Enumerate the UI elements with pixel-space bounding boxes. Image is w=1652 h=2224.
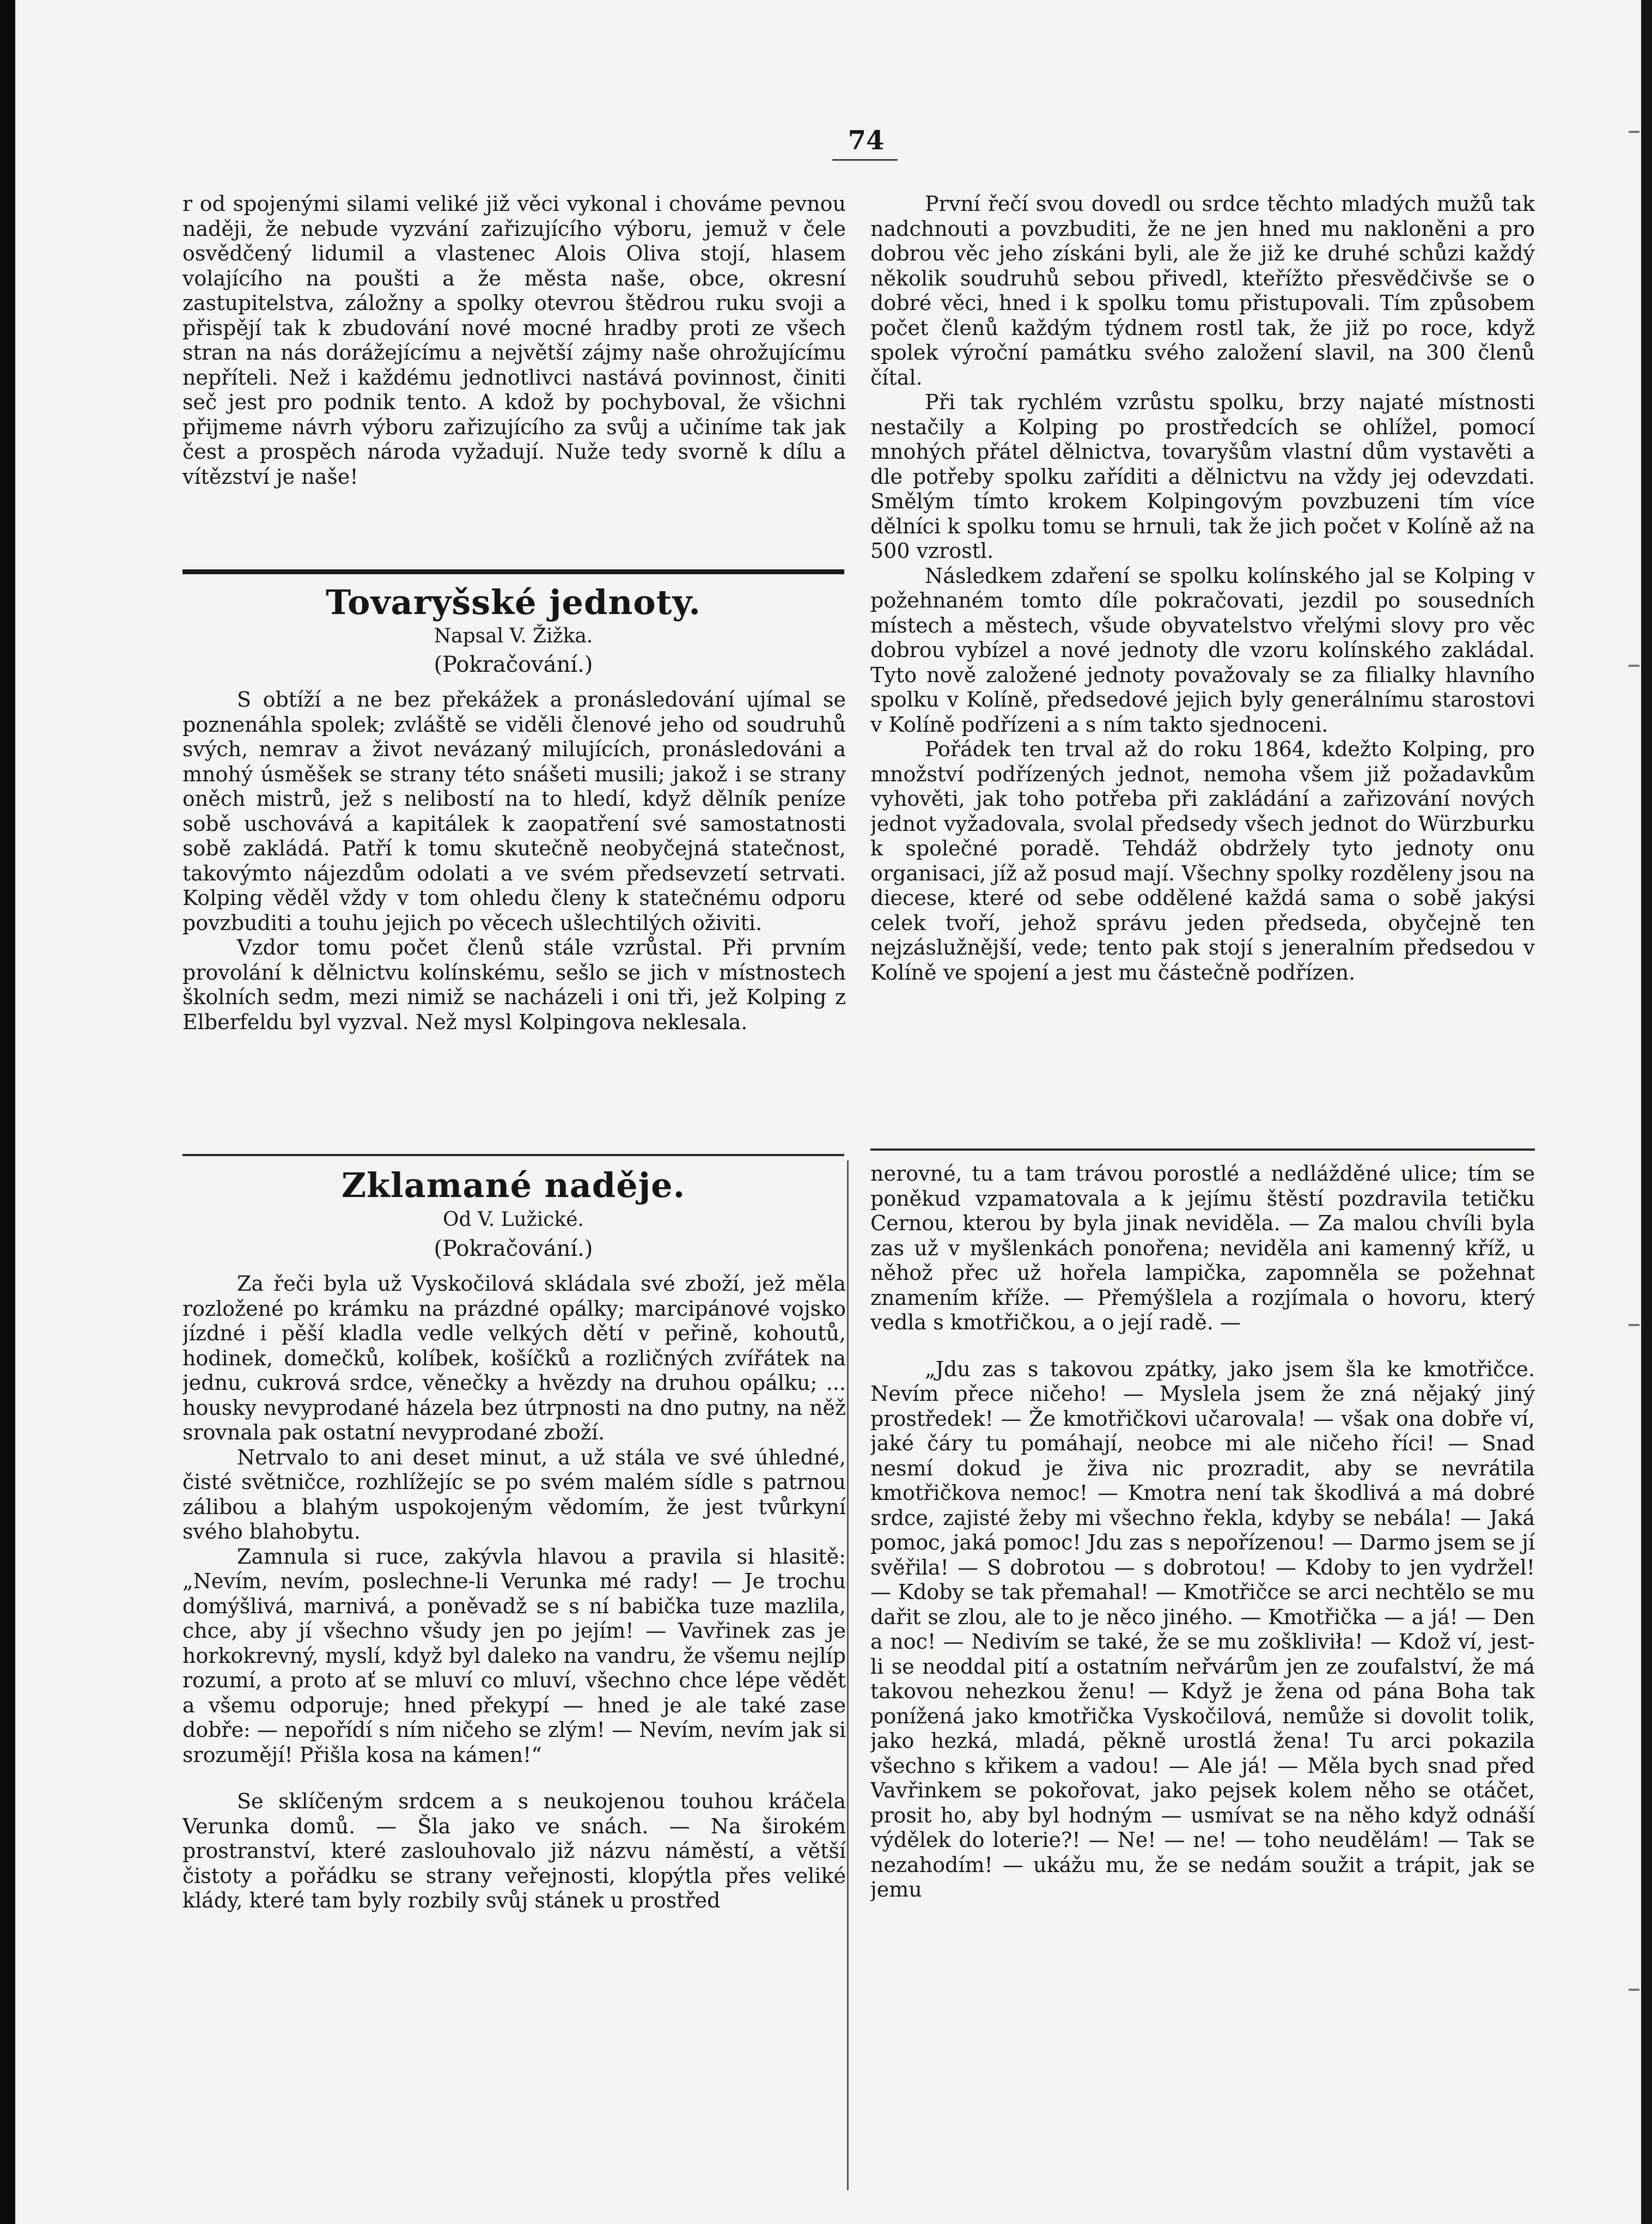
body-paragraph: Netrvalo to ani deset minut, a už stála ve své úhledné, čisté světničce, rozhlížejíc se po svém malém sídle s patrnou zálibou a blahým uspokojeným vědomím, že jest tvůrkyní svého blahobytu. xyxy=(182,1445,846,1544)
body-paragraph: Vzdor tomu počet členů stále vzrůstal. Při prvním provolání k dělnictvu kolínskému, sešlo se jich v místnostech školních sedm, mezi nimiž se nacházeli i oni tři, jež Kolping z Elberfeldu byl vyzval. Než mysl Kolpingova neklesala. xyxy=(182,935,846,1034)
prev-article-continuation xyxy=(182,192,846,562)
edge-tick xyxy=(1629,1324,1639,1326)
article-continued: (Pokračování.) xyxy=(434,652,593,677)
article2-left-column xyxy=(182,1272,846,2132)
column-divider xyxy=(847,1160,849,2190)
page-edge xyxy=(1641,0,1652,2224)
body-paragraph: Pořádek ten trval až do roku 1864, kdežto Kolping, pro množství podřízených jednot, nemoha všem již požadavkům vyhověti, jak toho potřeba při zakládání a zařizování nových jednot vyžadovala, svolal předsedy všech jednot do Würzburku k společné poradě. Tehdáž obdržely tyto jednoty onu organisaci, jíž až posud mají. Všechny spolky rozděleny jsou na diecese, které od sebe oddělené každá sama o sobě jakýsi celek tvoří, jehož správu jeden předseda, obyčejně ten nejzáslužnější, vede; tento pak stojí s jeneralním předsedou v Kolíně ve spojení a jest mu částečně podřízen. xyxy=(870,737,1535,985)
body-paragraph: Zamnula si ruce, zakývla hlavou a pravila si hlasitě: „Nevím, nevím, poslechne-li Verunka mé rady! — Je trochu domýšlivá, marnivá, a poněvadž se s ní babička tuze mazlila, chce, aby jí všechno všudy jen po jejím! — Vavřinek zas je horkokrevný, myslí, když byl daleko na vandru, že všemu nejlíp rozumí, a proto ať se mluví co mluví, všechno chce lépe vědět a všemu odporuje; hned překypí — hned je ale také zase dobře: — nepořídí s ním ničeho se zlým! — Nevím, nevím jak si srozumějí! Přišla kosa na kámen!“ xyxy=(182,1544,846,1767)
body-paragraph: Se sklíčeným srdcem a s neukojenou touhou kráčela Verunka domů. — Šla jako ve snách. — Na širokém prostranství, které zaslouhovalo již názvu náměstí, a větší čistoty a pořádku se strany veřejnosti, klopýtla přes veliké klády, které tam byly rozbily svůj stánek u prostřed xyxy=(182,1789,846,1912)
body-paragraph: První řečí svou dovedl ou srdce těchto mladých mužů tak nadchnouti a povzbuditi, že ne jen hned mu nakloněni a pro dobrou věc jeho získáni byli, ale že již ke druhé schůzi každý několik soudruhů sebou přivedl, kteřížto přesvědčivše se o dobré věci, hned i k spolku tomu přistupovali. Tím způsobem počet členů každým týdnem rostl tak, že již po roce, když spolek výroční památku svého založení slavil, na 300 členů čítal. xyxy=(870,192,1535,390)
section-divider xyxy=(182,569,844,574)
edge-tick xyxy=(1629,131,1639,133)
article-byline: Od V. Lužické. xyxy=(443,1208,584,1231)
section-divider xyxy=(182,1154,844,1156)
body-paragraph: S obtíží a ne bez překážek a pronásledování ujímal se poznenáhla spolek; zvláště se viděli členové jeho od soudruhů svých, nemrav a život nevázaný milujících, pronásledováni a mnohý úsměšek se strany této snášeti musili; jakož i se strany oněch mistrů, jež s nelibostí na to hledí, když dělník peníze sobě uschovává a kapitálek k zaopatření své samostatnosti sobě zakládá. Patří k tomu skutečně neobyčejná statečnost, takovýmto nájezdům odolati a ve svém předsevzetí setrvati. Kolping věděl vždy v tom ohledu členy k statečnému odporu povzbuditi a touhu jejich po věcech ušlechtilých oživiti. xyxy=(182,688,846,935)
article-continued: (Pokračování.) xyxy=(434,1236,593,1261)
article-title: Tovaryšské jednoty. xyxy=(326,582,701,622)
body-paragraph: nerovné, tu a tam trávou porostlé a nedlážděné ulice; tím se poněkud vzpamatovala a k jejímu štěstí pozdravila tetičku Cernou, kterou by byla jinak neviděla. — Za malou chvíli byla zas už v myšlenkách ponořena; neviděla ani kamenný kříž, u něhož přec už hořela lampička, zapomněla se požehnat znamením kříže. — Přemýšlela a rozjímala o hovoru, který vedla s kmotřičkou, a o její radě. — xyxy=(870,1162,1535,1334)
article-title: Zklamané naděje. xyxy=(341,1165,686,1205)
section-divider xyxy=(870,1149,1535,1151)
body-paragraph: Při tak rychlém vzrůstu spolku, brzy najaté místnosti nestačily a Kolping po prostředcích se ohlížel, pomocí mnohých přátel dělnictva, tovaryšům vlastní dům vystavěti a dle potřeby spolku zaříditi a dělnictvu na vždy jej odevzdati. Smělým tímto krokem Kolpingovým povzbuzeni tím více dělníci k spolku tomu se hrnuli, tak že jich počet v Kolíně až na 500 vzrostl. xyxy=(870,390,1535,563)
page-number: 74 xyxy=(848,125,885,156)
body-paragraph: r od spojenými silami veliké již věci vykonal i chováme pevnou naději, že nebude vyzvání zařizujícího výboru, jemuž v čele osvědčený lidumil a vlastenec Alois Oliva stojí, hlasem volajícího na poušti a že města naše, obce, okresní zastupitelstva, záložny a spolky otevrou štědrou ruku svoji a přispějí tak k zbudování nové mocné hradby proti ze všech stran na nás dorážejícímu a největší zájmy naše ohrožujícímu nepříteli. Než i každému jednotlivci nastává povinnost, činiti seč jest pro podnik tento. A kdož by pochyboval, že všichni přijmeme návrh výboru zařizujícího za svůj a učiníme tak jak čest a prospěch národa vyžadují. Nuže tedy svorně k dílu a vítězství je naše! xyxy=(182,192,846,489)
article-byline: Napsal V. Žižka. xyxy=(434,625,593,647)
body-paragraph: Za řeči byla už Vyskočilová skládala své zboží, jež měla rozložené po krámku na prázdné opálky; marcipánové vojsko jízdné i pěší kladla vedle velkých dětí v peřině, kohoutů, hodinek, domečků, kolíbek, košíčků a rozličných zvířátek na jednu, cukrová srdce, věnečky a hvězdy na druhou opálku; ... housky nevyprodané házela bez útrpnosti na dno putny, na něž srovnala pak ostatní nevyprodané zboží. xyxy=(182,1272,846,1444)
body-paragraph: „Jdu zas s takovou zpátky, jako jsem šla ke kmotřičce. Nevím přece ničeho! — Myslela jsem že zná nějaký jiný prostředek! — Že kmotřičkovi učarovala! — však ona dobře ví, jaké čáry tu pomáhají, neobce mi ale ničeho říci! — Snad nesmí dokud je živa nic prozradit, aby se nevrátila kmotřičkova nemoc! — Kmotra není tak škodlivá a má dobré srdce, zajisté žeby mi všechno řekla, kdyby se nebála! — Jaká pomoc, jaká pomoc! Jdu zas s nepořízenou! — Darmo jsem se jí svěřila! — S dobrotou — s dobrotou! — Kdoby to jen vydržel! — Kdoby se tak přemahal! — Kmotřičce se arci nechtělo se mu dařit se zlou, ale to je něco jiného. — Kmotřička — a já! — Den a noc! — Nedivím se také, že se mu zoškliviła! — Kdož ví, jest-li se neoddal pití a ostatním neřvárům jen ze zoufalství, že má takovou nehezkou ženu! — Když je žena od pána Boha tak ponížená jako kmotřička Vyskočilová, nemůže si dovolit tolik, jako hezká, mladá, pěkně urostlá žena! Tu arci pokazila všechno s křikem a vadou! — Ale já! — Měla bych snad před Vavřinkem se pokořovat, jako pejsek kolem něho se otáčet, prosit ho, aby byl hodným — usmívat se na něho když odnáší výdělek do loterie?! — Ne! — ne! — toho neudělám! — Tak se nezahodím! — ukážu mu, že se nedám soužit a trápit, jak se jemu xyxy=(870,1357,1535,1901)
edge-tick xyxy=(1629,1989,1639,1991)
page-number-rule xyxy=(832,159,898,161)
article1-right-column xyxy=(870,192,1535,1141)
article2-right-column xyxy=(870,1162,1535,2132)
body-paragraph: Následkem zdaření se spolku kolínského jal se Kolping v požehnaném tomto díle pokračovati, jezdil po sousedních místech a městech, všude obyvatelstvo vřelými slovy pro věc dobrou vybízel a nové jednoty dle vzoru kolínského zakládal. Tyto nově založené jednoty považovaly se za filialky hlavního spolku v Kolíně, předsedové jejich byly generálnímu starostovi v Kolíně podřízeni a s ním takto sjednoceni. xyxy=(870,563,1535,737)
edge-tick xyxy=(1629,665,1639,667)
article1-left-column xyxy=(182,688,846,1141)
